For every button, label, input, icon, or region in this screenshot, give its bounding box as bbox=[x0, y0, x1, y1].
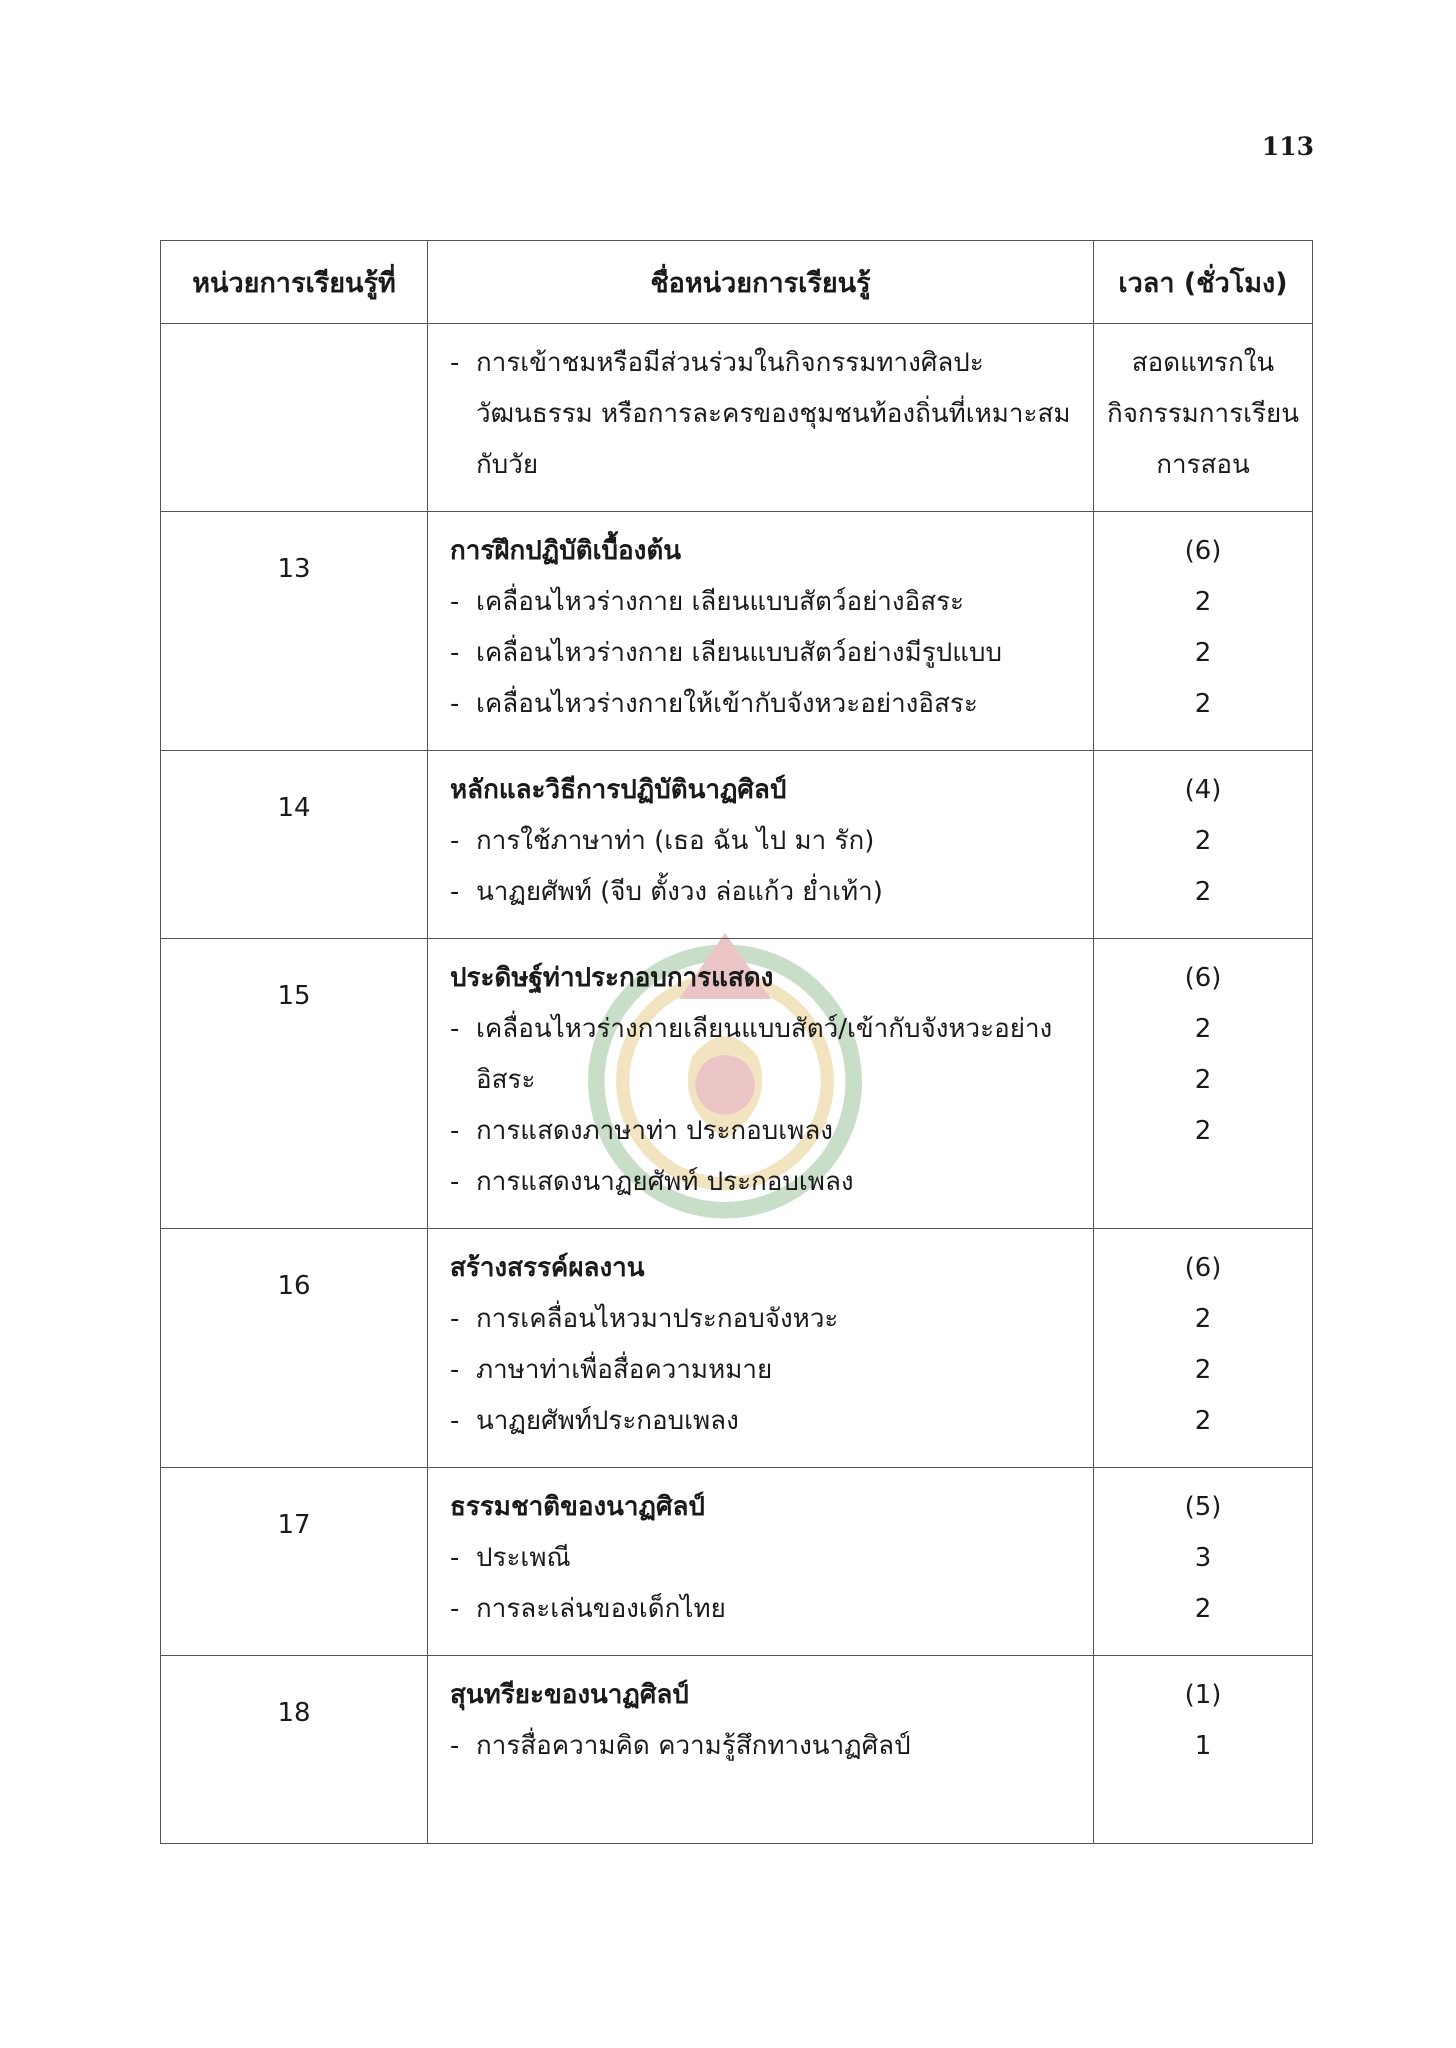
item-hours: 3 bbox=[1194, 1543, 1212, 1573]
hours-total: (6) bbox=[1184, 536, 1222, 566]
item-text: การเคลื่อนไหวมาประกอบจังหวะ bbox=[476, 1304, 839, 1334]
list-item bbox=[450, 1004, 1079, 1106]
bullet-dash: - bbox=[450, 1543, 460, 1573]
table-row bbox=[161, 512, 1313, 751]
cell-unit-number: 17 bbox=[161, 1468, 428, 1656]
page-number: 113 bbox=[1261, 132, 1314, 161]
item-text: การใช้ภาษาท่า (เธอ ฉัน ไป มา รัก) bbox=[476, 826, 875, 856]
cell-unit-number: 18 bbox=[161, 1656, 428, 1844]
hours-total: (6) bbox=[1184, 963, 1222, 993]
bullet-dash: - bbox=[450, 1304, 460, 1334]
unit-title: การฝึกปฏิบัติเบื้องต้น bbox=[450, 536, 681, 566]
unit-title: ประดิษฐ์ท่าประกอบการแสดง bbox=[450, 963, 774, 993]
table-row-continuation bbox=[161, 324, 1313, 512]
cell-hours bbox=[1094, 751, 1313, 939]
list-item bbox=[450, 1345, 1079, 1396]
item-text: เคลื่อนไหวร่างกาย เลียนแบบสัตว์อย่างมีรูปแบบ bbox=[476, 638, 1002, 668]
item-hours: 2 bbox=[1194, 638, 1212, 668]
item-hours: 2 bbox=[1194, 1065, 1212, 1095]
list-item bbox=[450, 1106, 1079, 1157]
cell-unit-number: 14 bbox=[161, 751, 428, 939]
cell-hours bbox=[1094, 939, 1313, 1229]
list-item bbox=[450, 816, 1079, 867]
list-item bbox=[450, 338, 1079, 491]
hours-total: (5) bbox=[1184, 1492, 1222, 1522]
cell-unit-content bbox=[428, 1468, 1094, 1656]
unit-title: สุนทรียะของนาฏศิลป์ bbox=[450, 1680, 689, 1710]
unit-title: สร้างสรรค์ผลงาน bbox=[450, 1253, 645, 1283]
item-text: การแสดงภาษาท่า ประกอบเพลง bbox=[476, 1116, 833, 1146]
cell-hours bbox=[1094, 1229, 1313, 1468]
item-text: เคลื่อนไหวร่างกายเลียนแบบสัตว์/เข้ากับจังหวะอย่างอิสระ bbox=[476, 1014, 1053, 1095]
hours-total: (4) bbox=[1184, 775, 1222, 805]
item-hours: 2 bbox=[1194, 1355, 1212, 1385]
list-item bbox=[450, 1294, 1079, 1345]
table-row bbox=[161, 1656, 1313, 1844]
table-row bbox=[161, 1468, 1313, 1656]
item-text: การแสดงนาฏยศัพท์ ประกอบเพลง bbox=[476, 1167, 854, 1197]
item-hours: 2 bbox=[1194, 877, 1212, 907]
item-text: ประเพณี bbox=[476, 1543, 571, 1573]
item-hours: 1 bbox=[1194, 1731, 1212, 1761]
cell-hours bbox=[1094, 512, 1313, 751]
table-row bbox=[161, 939, 1313, 1229]
cell-unit-number bbox=[161, 324, 428, 512]
cell-unit-content bbox=[428, 1656, 1094, 1844]
header-hours: เวลา (ชั่วโมง) bbox=[1094, 241, 1313, 324]
bullet-dash: - bbox=[450, 348, 460, 378]
cell-hours bbox=[1094, 1468, 1313, 1656]
list-item bbox=[450, 1157, 1079, 1208]
item-hours: 2 bbox=[1194, 1304, 1212, 1334]
bullet-dash: - bbox=[450, 1406, 460, 1436]
item-text: เคลื่อนไหวร่างกาย เลียนแบบสัตว์อย่างอิสระ bbox=[476, 587, 965, 617]
spacer bbox=[450, 1772, 1079, 1823]
list-item bbox=[450, 867, 1079, 918]
cell-unit-number: 15 bbox=[161, 939, 428, 1229]
unit-title: หลักและวิธีการปฏิบัตินาฏศิลป์ bbox=[450, 775, 787, 805]
cell-unit-number: 16 bbox=[161, 1229, 428, 1468]
list-item bbox=[450, 679, 1079, 730]
hours-total: (6) bbox=[1184, 1253, 1222, 1283]
cell-unit-number: 13 bbox=[161, 512, 428, 751]
cell-unit-content bbox=[428, 512, 1094, 751]
cell-unit-content bbox=[428, 751, 1094, 939]
item-hours: 2 bbox=[1194, 587, 1212, 617]
bullet-dash: - bbox=[450, 1355, 460, 1385]
item-hours: 2 bbox=[1194, 1594, 1212, 1624]
item-text: เคลื่อนไหวร่างกายให้เข้ากับจังหวะอย่างอิสระ bbox=[476, 689, 978, 719]
list-item bbox=[450, 1396, 1079, 1447]
item-text: การเข้าชมหรือมีส่วนร่วมในกิจกรรมทางศิลปะวัฒนธรรม หรือการละครของชุมชนท้องถิ่นที่เหมาะสมกับวัย bbox=[476, 348, 1071, 480]
item-text: ภาษาท่าเพื่อสื่อความหมาย bbox=[476, 1355, 773, 1385]
cell-hours bbox=[1094, 1656, 1313, 1844]
list-item bbox=[450, 628, 1079, 679]
cell-hours-note: สอดแทรกในกิจกรรมการเรียนการสอน bbox=[1094, 324, 1313, 512]
bullet-dash: - bbox=[450, 877, 460, 907]
item-hours: 2 bbox=[1194, 1116, 1212, 1146]
bullet-dash: - bbox=[450, 587, 460, 617]
bullet-dash: - bbox=[450, 826, 460, 856]
cell-unit-content bbox=[428, 1229, 1094, 1468]
header-unit-name: ชื่อหน่วยการเรียนรู้ bbox=[428, 241, 1094, 324]
cell-unit-content bbox=[428, 324, 1094, 512]
item-hours: 2 bbox=[1194, 1014, 1212, 1044]
item-text: นาฏยศัพท์ (จีบ ตั้งวง ล่อแก้ว ย่ำเท้า) bbox=[476, 877, 883, 907]
cell-unit-content bbox=[428, 939, 1094, 1229]
list-item bbox=[450, 1721, 1079, 1772]
list-item bbox=[450, 1533, 1079, 1584]
bullet-dash: - bbox=[450, 1594, 460, 1624]
bullet-dash: - bbox=[450, 1116, 460, 1146]
list-item bbox=[450, 1584, 1079, 1635]
item-text: การละเล่นของเด็กไทย bbox=[476, 1594, 726, 1624]
header-unit-number: หน่วยการเรียนรู้ที่ bbox=[161, 241, 428, 324]
bullet-dash: - bbox=[450, 1167, 460, 1197]
hours-total: (1) bbox=[1184, 1680, 1222, 1710]
unit-title: ธรรมชาติของนาฏศิลป์ bbox=[450, 1492, 705, 1522]
item-hours: 2 bbox=[1194, 826, 1212, 856]
table-header-row bbox=[161, 241, 1313, 324]
bullet-dash: - bbox=[450, 1731, 460, 1761]
bullet-dash: - bbox=[450, 638, 460, 668]
table-row bbox=[161, 751, 1313, 939]
list-item bbox=[450, 577, 1079, 628]
item-text: การสื่อความคิด ความรู้สึกทางนาฏศิลป์ bbox=[476, 1731, 911, 1761]
bullet-dash: - bbox=[450, 689, 460, 719]
table-row bbox=[161, 1229, 1313, 1468]
item-text: นาฏยศัพท์ประกอบเพลง bbox=[476, 1406, 739, 1436]
learning-units-table bbox=[160, 240, 1313, 1844]
bullet-dash: - bbox=[450, 1014, 460, 1044]
item-hours: 2 bbox=[1194, 689, 1212, 719]
item-hours: 2 bbox=[1194, 1406, 1212, 1436]
